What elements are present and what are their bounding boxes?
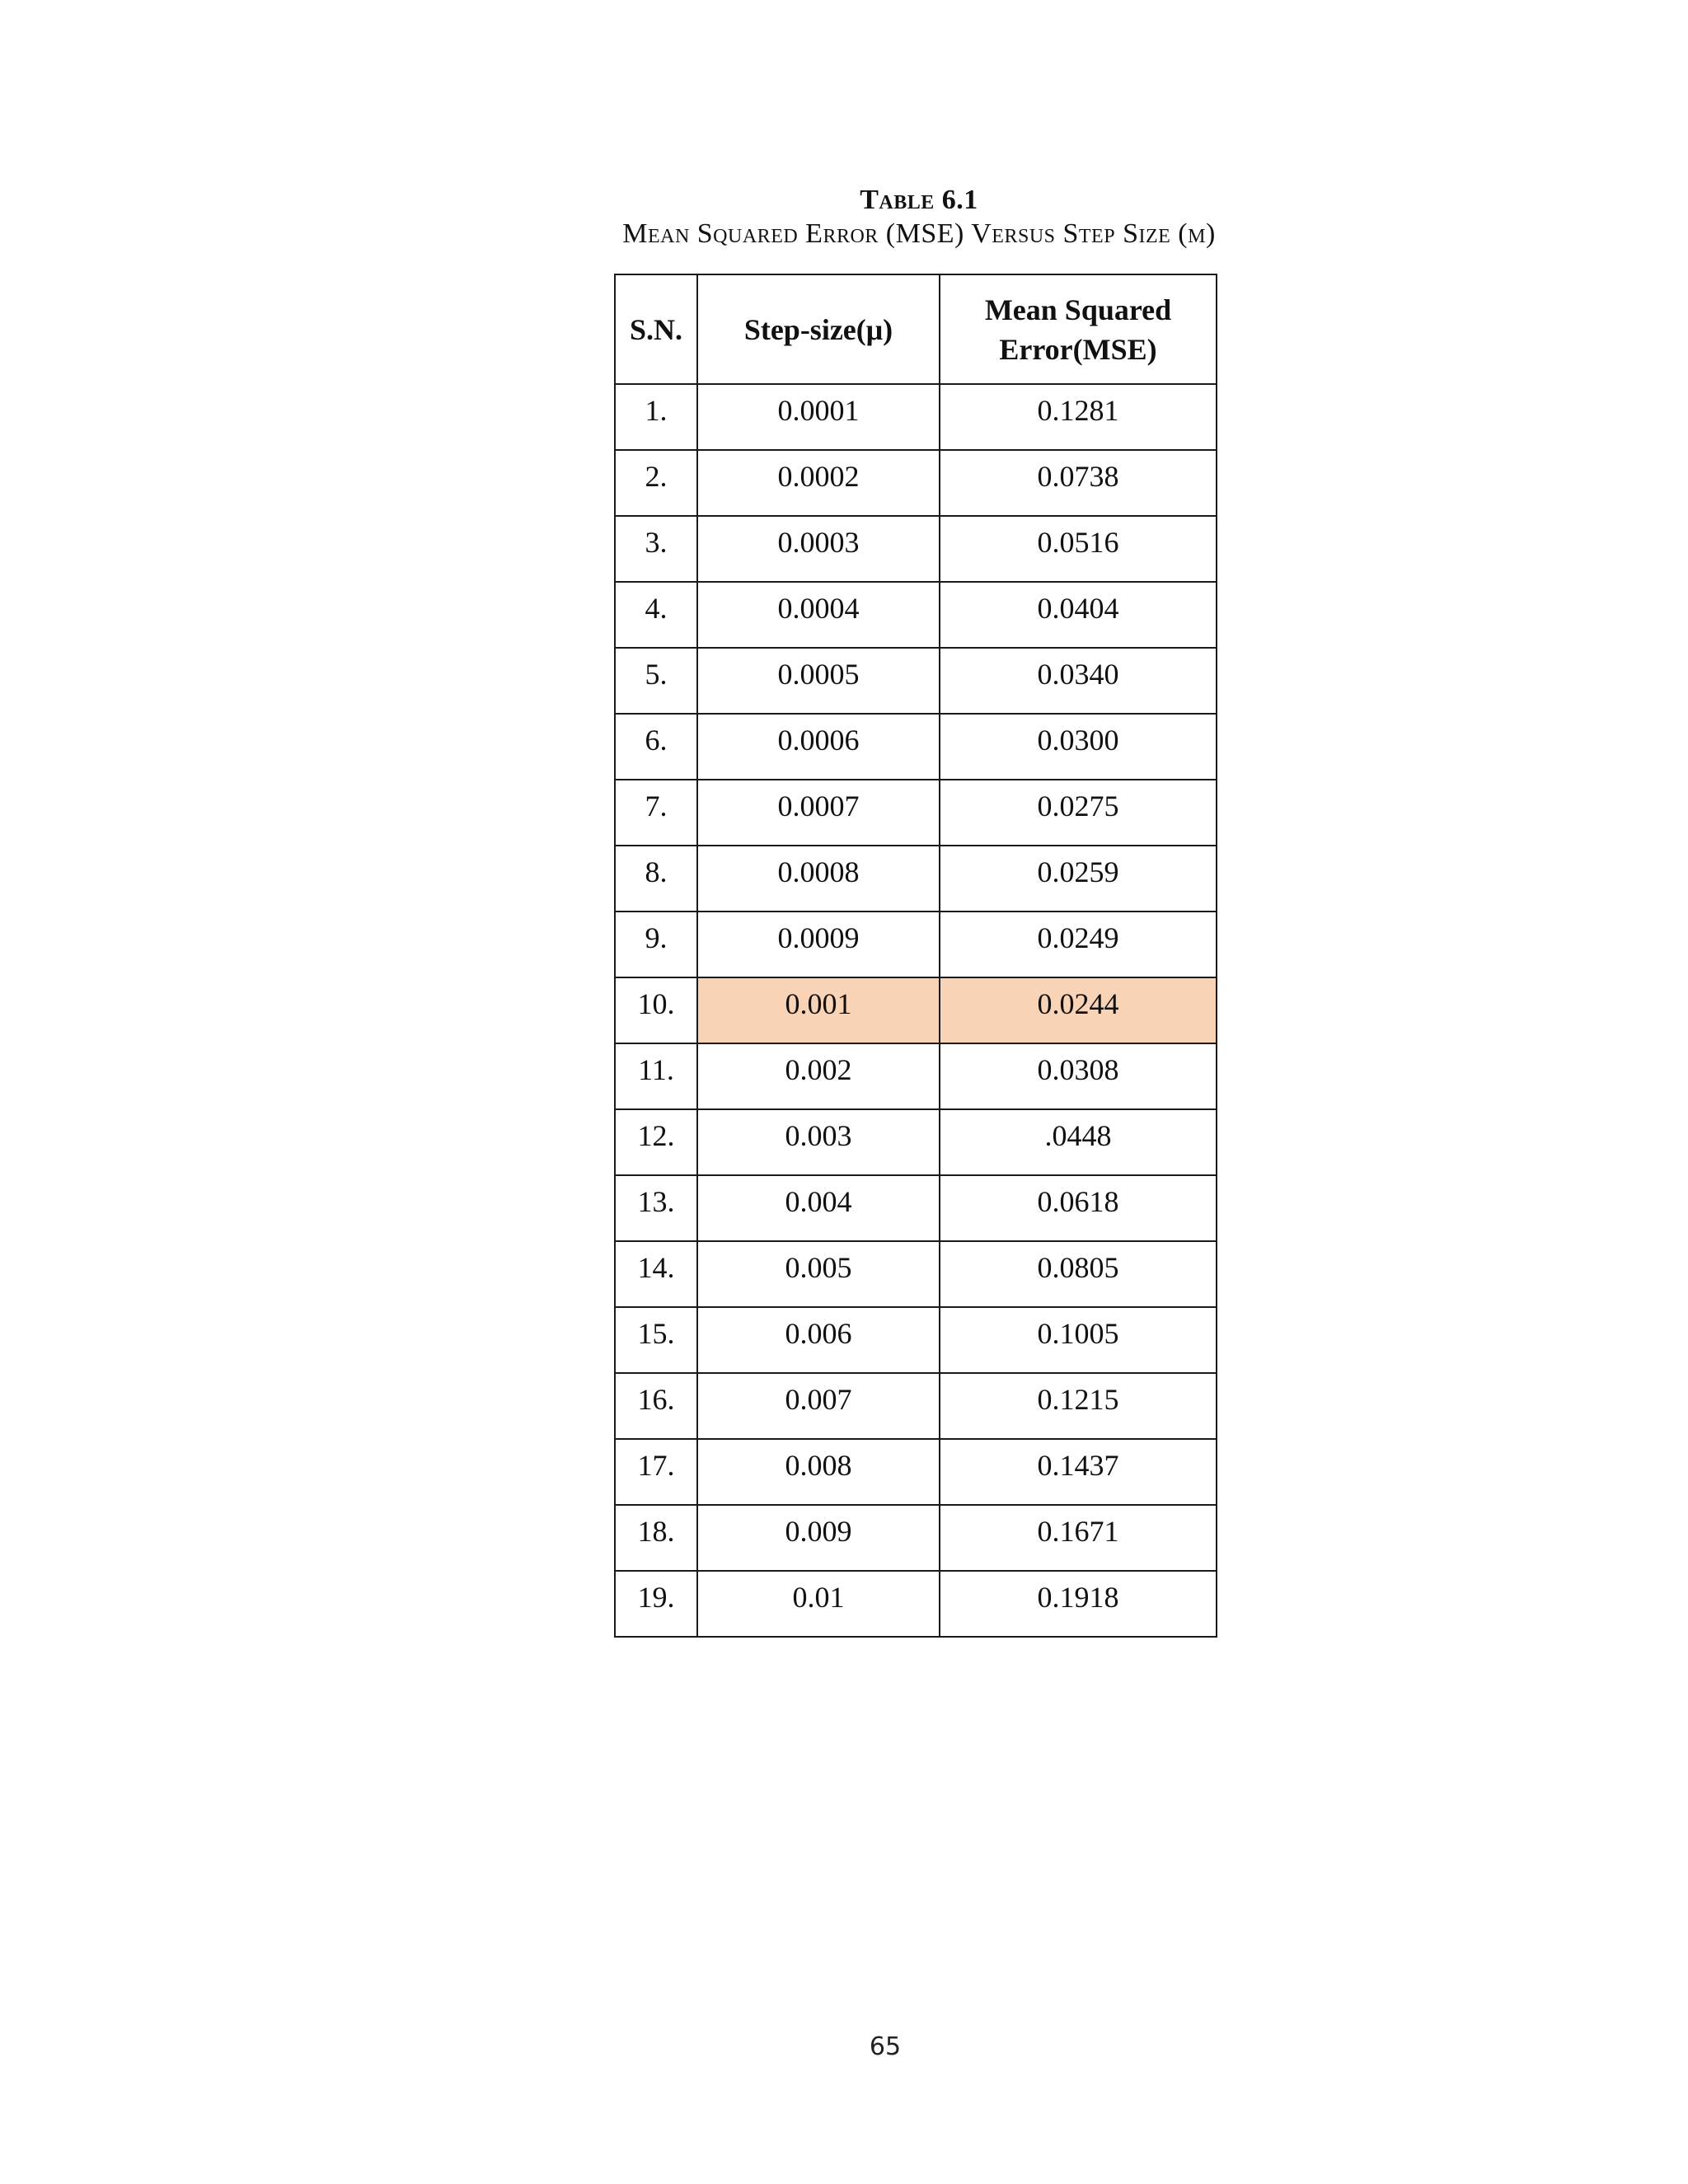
table-caption-subtitle: Mean Squared Error (MSE) Versus Step Size (μ) — [622, 218, 1216, 249]
cell-step-size: 0.006 — [697, 1307, 940, 1373]
table-caption-title: Table 6.1 — [860, 185, 978, 215]
cell-step-size: 0.007 — [697, 1373, 940, 1439]
cell-step-size: 0.0004 — [697, 582, 940, 648]
table-row — [615, 780, 1217, 846]
page-number: 65 — [869, 2032, 902, 2061]
header-step-size: Step-size(μ) — [697, 274, 940, 384]
cell-mse: 0.1215 — [940, 1373, 1217, 1439]
table-row — [615, 1241, 1217, 1307]
cell-sn: 15. — [615, 1307, 697, 1373]
table-row — [615, 450, 1217, 516]
cell-step-size: 0.005 — [697, 1241, 940, 1307]
cell-sn: 11. — [615, 1043, 697, 1109]
table-row — [615, 846, 1217, 912]
cell-step-size: 0.0005 — [697, 648, 940, 714]
cell-sn: 8. — [615, 846, 697, 912]
cell-sn: 3. — [615, 516, 697, 582]
cell-sn: 2. — [615, 450, 697, 516]
cell-mse: 0.0340 — [940, 648, 1217, 714]
table-row — [615, 977, 1217, 1043]
cell-mse: 0.0300 — [940, 714, 1217, 780]
cell-sn: 18. — [615, 1505, 697, 1571]
cell-sn: 13. — [615, 1175, 697, 1241]
cell-mse: 0.0404 — [940, 582, 1217, 648]
cell-mse: 0.1005 — [940, 1307, 1217, 1373]
cell-mse: 0.1437 — [940, 1439, 1217, 1505]
cell-mse: .0448 — [940, 1109, 1217, 1175]
cell-sn: 12. — [615, 1109, 697, 1175]
cell-mse: 0.1671 — [940, 1505, 1217, 1571]
cell-step-size: 0.01 — [697, 1571, 940, 1637]
cell-sn: 4. — [615, 582, 697, 648]
table-row — [615, 1571, 1217, 1637]
cell-step-size: 0.0003 — [697, 516, 940, 582]
table-row — [615, 582, 1217, 648]
table-header-row — [615, 274, 1217, 384]
table-row — [615, 516, 1217, 582]
cell-mse: 0.1281 — [940, 384, 1217, 450]
cell-step-size: 0.009 — [697, 1505, 940, 1571]
cell-step-size: 0.0002 — [697, 450, 940, 516]
cell-step-size: 0.0009 — [697, 912, 940, 977]
cell-sn: 6. — [615, 714, 697, 780]
cell-mse: 0.0275 — [940, 780, 1217, 846]
table-row — [615, 384, 1217, 450]
mse-table — [614, 274, 1217, 1638]
cell-mse: 0.0805 — [940, 1241, 1217, 1307]
table-row — [615, 912, 1217, 977]
cell-step-size: 0.001 — [697, 977, 940, 1043]
cell-sn: 10. — [615, 977, 697, 1043]
cell-step-size: 0.003 — [697, 1109, 940, 1175]
cell-sn: 19. — [615, 1571, 697, 1637]
cell-sn: 9. — [615, 912, 697, 977]
cell-sn: 17. — [615, 1439, 697, 1505]
cell-mse: 0.0249 — [940, 912, 1217, 977]
table-row — [615, 648, 1217, 714]
table-row — [615, 1373, 1217, 1439]
table-row — [615, 1439, 1217, 1505]
cell-mse: 0.0308 — [940, 1043, 1217, 1109]
cell-step-size: 0.0001 — [697, 384, 940, 450]
cell-sn: 5. — [615, 648, 697, 714]
table-row — [615, 1307, 1217, 1373]
cell-step-size: 0.0006 — [697, 714, 940, 780]
cell-step-size: 0.004 — [697, 1175, 940, 1241]
cell-step-size: 0.008 — [697, 1439, 940, 1505]
cell-mse: 0.1918 — [940, 1571, 1217, 1637]
table-container — [614, 274, 1217, 1638]
cell-sn: 7. — [615, 780, 697, 846]
cell-mse: 0.0516 — [940, 516, 1217, 582]
table-body — [615, 384, 1217, 1637]
cell-sn: 1. — [615, 384, 697, 450]
cell-mse: 0.0738 — [940, 450, 1217, 516]
table-row — [615, 1109, 1217, 1175]
cell-mse: 0.0259 — [940, 846, 1217, 912]
header-sn: S.N. — [615, 274, 697, 384]
cell-sn: 14. — [615, 1241, 697, 1307]
cell-sn: 16. — [615, 1373, 697, 1439]
cell-mse: 0.0618 — [940, 1175, 1217, 1241]
cell-step-size: 0.0007 — [697, 780, 940, 846]
table-row — [615, 1175, 1217, 1241]
cell-step-size: 0.002 — [697, 1043, 940, 1109]
cell-step-size: 0.0008 — [697, 846, 940, 912]
table-row — [615, 1043, 1217, 1109]
cell-mse: 0.0244 — [940, 977, 1217, 1043]
table-row — [615, 714, 1217, 780]
header-mse: Mean Squared Error(MSE) — [940, 274, 1217, 384]
table-row — [615, 1505, 1217, 1571]
